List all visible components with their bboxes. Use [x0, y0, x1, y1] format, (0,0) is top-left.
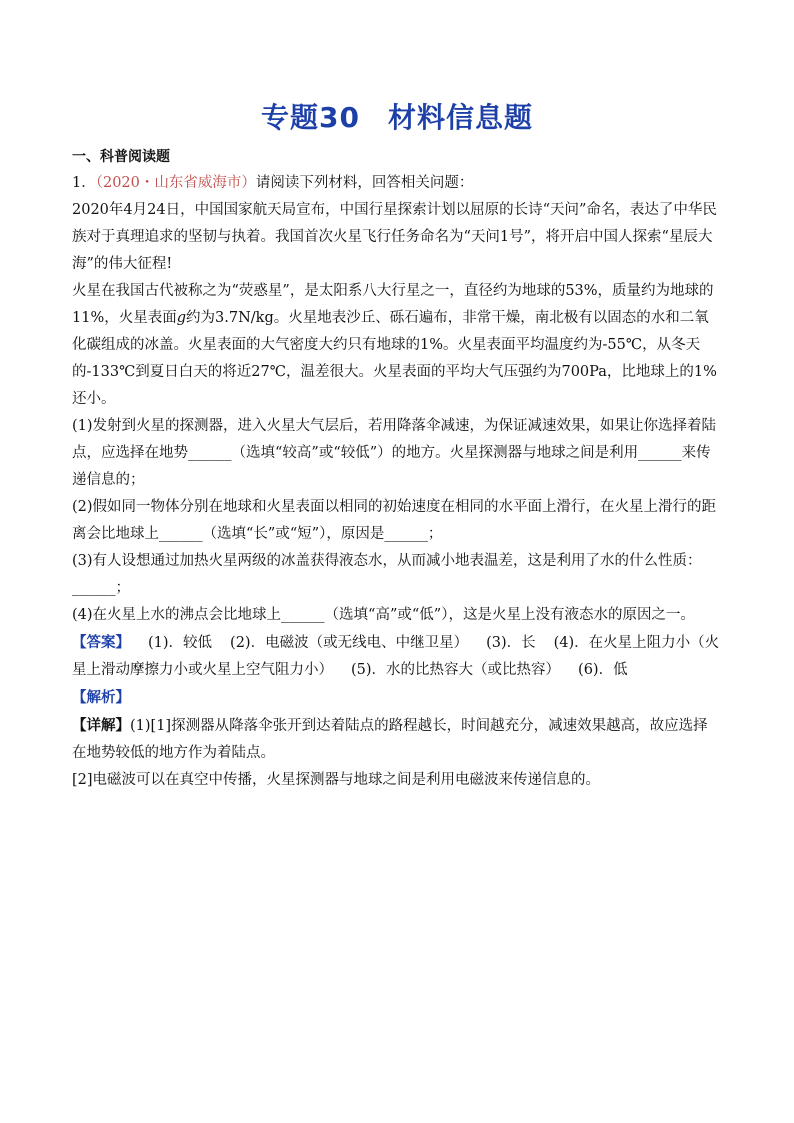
answer-label: 【答案】	[72, 634, 130, 651]
sub-question-4: (4)在火星上水的沸点会比地球上______（选填“高”或“低”），这是火星上没有液态水的原因之一。	[72, 607, 695, 623]
question-header	[72, 170, 722, 197]
question-content	[72, 170, 722, 794]
title-topic-number: 专题30	[261, 101, 360, 134]
page-title	[0, 96, 794, 136]
sub-question-1: (1)发射到火星的探测器，进入火星大气层后，若用降落伞减速，为保证减速效果，如果让你选择着陆点，应选择在地势______（选填“较高”或“较低”）的地方。火星探测器与地球之间是利用______来传递信息的；	[72, 418, 717, 488]
material-paragraph-1: 2020年4月24日，中国国家航天局宣布，中国行星探索计划以屈原的长诗“天问”命名，表达了中华民族对于真理追求的坚韧与执着。我国首次火星飞行任务命名为“天问1号”，将开启中国人探索“星辰大海”的伟大征程!	[72, 202, 717, 272]
sub-question-2: (2)假如同一物体分别在地球和火星表面以相同的初始速度在相同的水平面上滑行，在火星上滑行的距离会比地球上______（选填“长”或“短”），原因是______；	[72, 499, 717, 542]
question-prompt: 请阅读下列材料，回答相关问题：	[255, 175, 474, 191]
answer-1: (1)．较低	[148, 635, 213, 651]
analysis-label: 【解析】	[72, 689, 130, 706]
title-topic-name: 材料信息题	[387, 101, 533, 134]
gravity-symbol: g	[176, 310, 187, 326]
answer-4: (4)．在火星上阻力小（火星上滑动摩擦力小或火星上空气阻力小）	[72, 635, 720, 678]
question-source: （2020・山东省威海市）	[95, 175, 256, 191]
answer-3: (3)．长	[486, 635, 536, 651]
answer-5: (5)．水的比热容大（或比热容）	[351, 662, 561, 678]
material-paragraph-2: 火星在我国古代被称之为“荧惑星”，是太阳系八大行星之一，直径约为地球的53%，质量约为地球的11%，火星表面g约为3.7N/kg。火星地表沙丘、砾石遍布，非常干燥，南北极有以固态的水和二氧化碳组成的冰盖。火星表面的大气密度大约只有地球的1%。火星表面平均温度约为-55℃，从冬天的-133℃到夏日白天的将近27℃，温差很大。火星表面的平均大气压强约为700Pa，比地球上的1%还小。	[72, 283, 717, 407]
analysis-detail-2: [2]电磁波可以在真空中传播，火星探测器与地球之间是利用电磁波来传递信息的。	[72, 772, 601, 788]
sub-question-3: (3)有人设想通过加热火星两级的冰盖获得液态水，从而减小地表温差，这是利用了水的什么性质：______；	[72, 553, 702, 596]
question-number: 1．	[72, 175, 96, 191]
analysis-detail-1: 【详解】(1)[1]探测器从降落伞张开到达着陆点的路程越长，时间越充分，减速效果越高，故应选择在地势较低的地方作为着陆点。	[72, 717, 708, 761]
detail-label: 【详解】	[72, 717, 130, 734]
section-heading: 一、科普阅读题	[72, 149, 170, 165]
answer-block	[72, 629, 722, 684]
answer-6: (6)．低	[578, 662, 628, 678]
answer-2: (2)．电磁波（或无线电、中继卫星）	[230, 635, 469, 651]
